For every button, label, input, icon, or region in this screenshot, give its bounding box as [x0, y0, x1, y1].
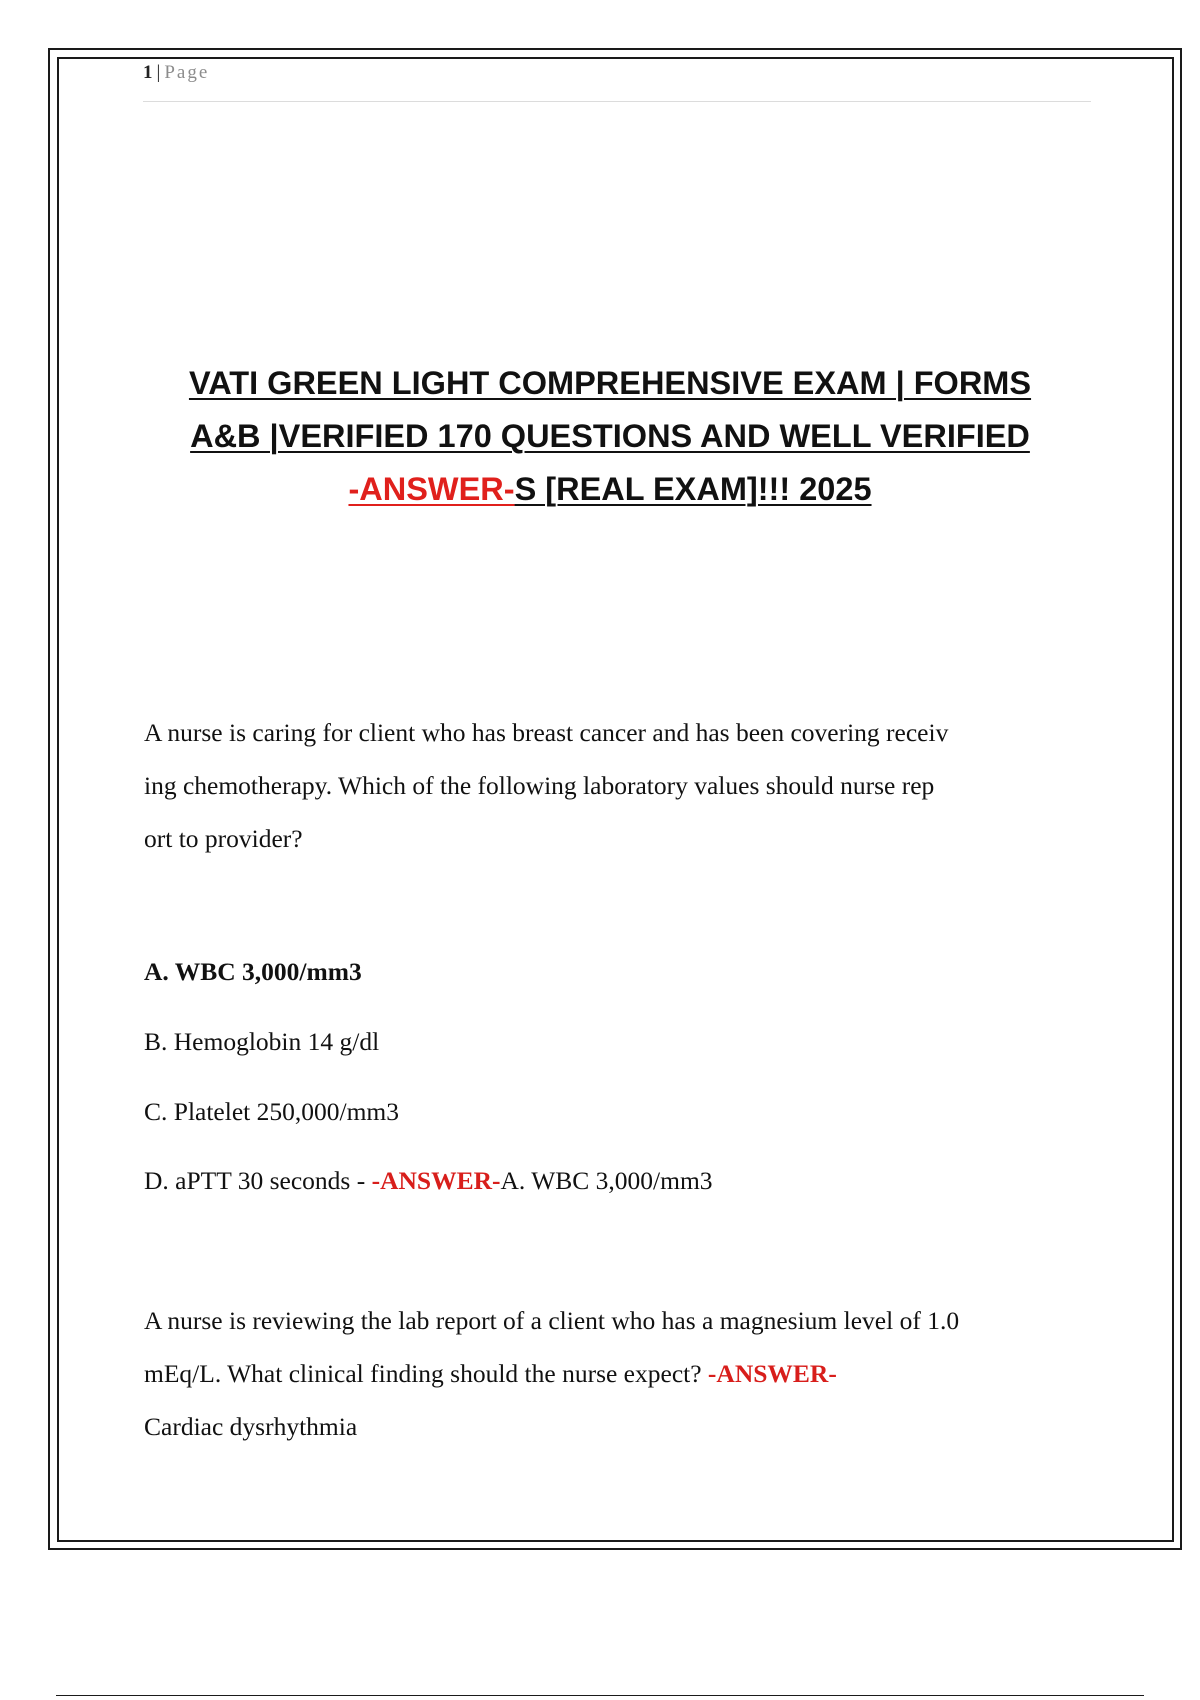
- footer-divider: [56, 1695, 1144, 1696]
- title-line-3: S [REAL EXAM]!!! 2025: [514, 471, 872, 507]
- document-title: [100, 357, 1120, 516]
- title-line-1: VATI GREEN LIGHT COMPREHENSIVE EXAM | FORMS: [188, 365, 1032, 401]
- title-line-2: A&B |VERIFIED 170 QUESTIONS AND WELL VERIFIED: [190, 418, 1030, 454]
- question-1-stem: [144, 706, 1084, 865]
- question-1-option-b: B. Hemoglobin 14 g/dl: [144, 1027, 380, 1056]
- question-2-line-1: A nurse is reviewing the lab report of a client who has a magnesium level of 1.0: [144, 1306, 960, 1335]
- question-1-line-1: A nurse is caring for client who has breast cancer and has been covering receiv: [144, 718, 949, 747]
- question-1-option-d: [144, 1161, 713, 1201]
- answer-tag: -ANSWER-: [371, 1166, 501, 1195]
- question-2-answer: Cardiac dysrhythmia: [144, 1412, 358, 1441]
- title-answer-tag: -ANSWER-: [348, 471, 515, 507]
- page-separator: |: [156, 62, 163, 83]
- option-d-text: D. aPTT 30 seconds -: [144, 1166, 372, 1195]
- answer-tag: -ANSWER-: [707, 1359, 837, 1388]
- page-number: 1: [143, 62, 155, 83]
- question-1-answer: A. WBC 3,000/mm3: [500, 1166, 713, 1195]
- question-1-line-2: ing chemotherapy. Which of the following laboratory values should nurse rep: [144, 771, 935, 800]
- page-word: Page: [164, 62, 210, 83]
- question-1-option-a: A. WBC 3,000/mm3: [144, 957, 362, 986]
- page-header: [143, 58, 1091, 102]
- question-1-line-3: ort to provider?: [144, 824, 303, 853]
- question-2-line-2-text: mEq/L. What clinical finding should the nurse expect?: [144, 1359, 708, 1388]
- question-1-option-c: C. Platelet 250,000/mm3: [144, 1097, 399, 1126]
- question-2-stem: [144, 1294, 1084, 1453]
- question-2-line-2: [144, 1347, 1084, 1400]
